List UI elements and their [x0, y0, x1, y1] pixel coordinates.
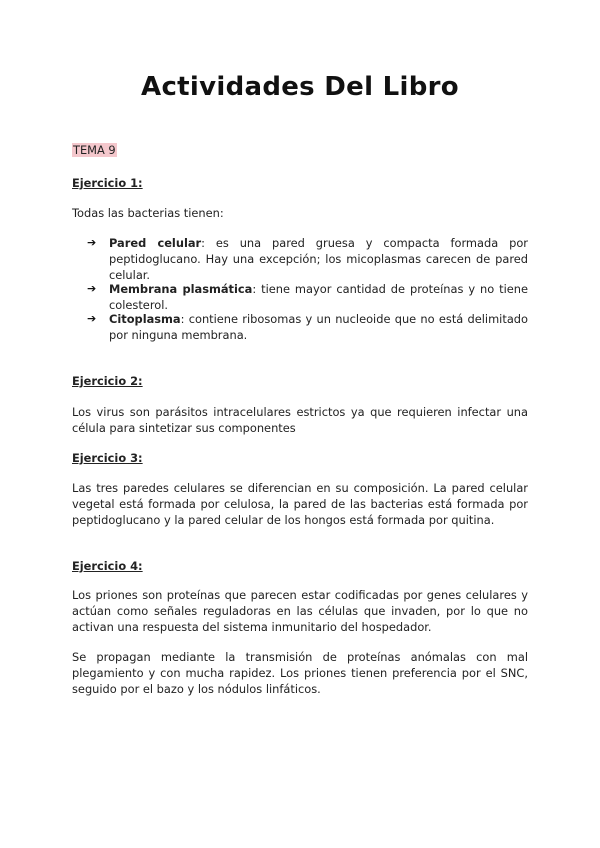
exercise-1-heading: Ejercicio 1: — [72, 176, 143, 190]
exercise-1-intro: Todas las bacterias tienen: — [72, 206, 224, 220]
list-item — [87, 281, 528, 313]
arrow-right-icon: ➔ — [87, 312, 97, 325]
exercise-4-heading: Ejercicio 4: — [72, 559, 143, 573]
arrow-right-icon: ➔ — [87, 236, 97, 249]
exercise-3-text: Las tres paredes celulares se diferencian en su composición. La pared celular vegetal está formada por celulosa, la pared de las bacterias está formada por peptidoglucano y la pared celular de los hongos está formada por quitina. — [72, 481, 528, 527]
exercise-2-text: Los virus son parásitos intracelulares estrictos ya que requieren infectar una célula para sintetizar sus componentes — [72, 405, 528, 435]
term-description: : contiene ribosomas y un nucleoide que no está delimitado por ninguna membrana. — [109, 312, 528, 342]
topic-label — [72, 142, 117, 158]
exercise-3-heading: Ejercicio 3: — [72, 451, 143, 465]
term-label: Citoplasma — [109, 312, 181, 326]
exercise-4-paragraph-1: Los priones son proteínas que parecen estar codificadas por genes celulares y actúan como señales reguladoras en las células que invaden, por lo que no activan una respuesta del sistema inmunitario del hospedador. — [72, 588, 528, 634]
topic-highlight: TEMA 9 — [73, 143, 116, 157]
exercise-4-paragraph-2: Se propagan mediante la transmisión de proteínas anómalas con mal plegamiento y con mucha rapidez. Los priones tienen preferencia por el SNC, seguido por el bazo y los nódulos linfáticos. — [72, 650, 528, 696]
arrow-right-icon: ➔ — [87, 282, 97, 295]
term-description: : tiene mayor cantidad de proteínas y no tiene colesterol. — [109, 282, 528, 312]
exercise-2-heading: Ejercicio 2: — [72, 374, 143, 388]
list-item — [87, 235, 528, 283]
page-title: Actividades Del Libro — [141, 72, 459, 102]
term-label: Membrana plasmática — [109, 282, 253, 296]
list-item — [87, 311, 528, 343]
term-label: Pared celular — [109, 236, 202, 250]
term-description: : es una pared gruesa y compacta formada por peptidoglucano. Hay una excepción; los micoplasmas carecen de pared celular. — [109, 236, 528, 282]
